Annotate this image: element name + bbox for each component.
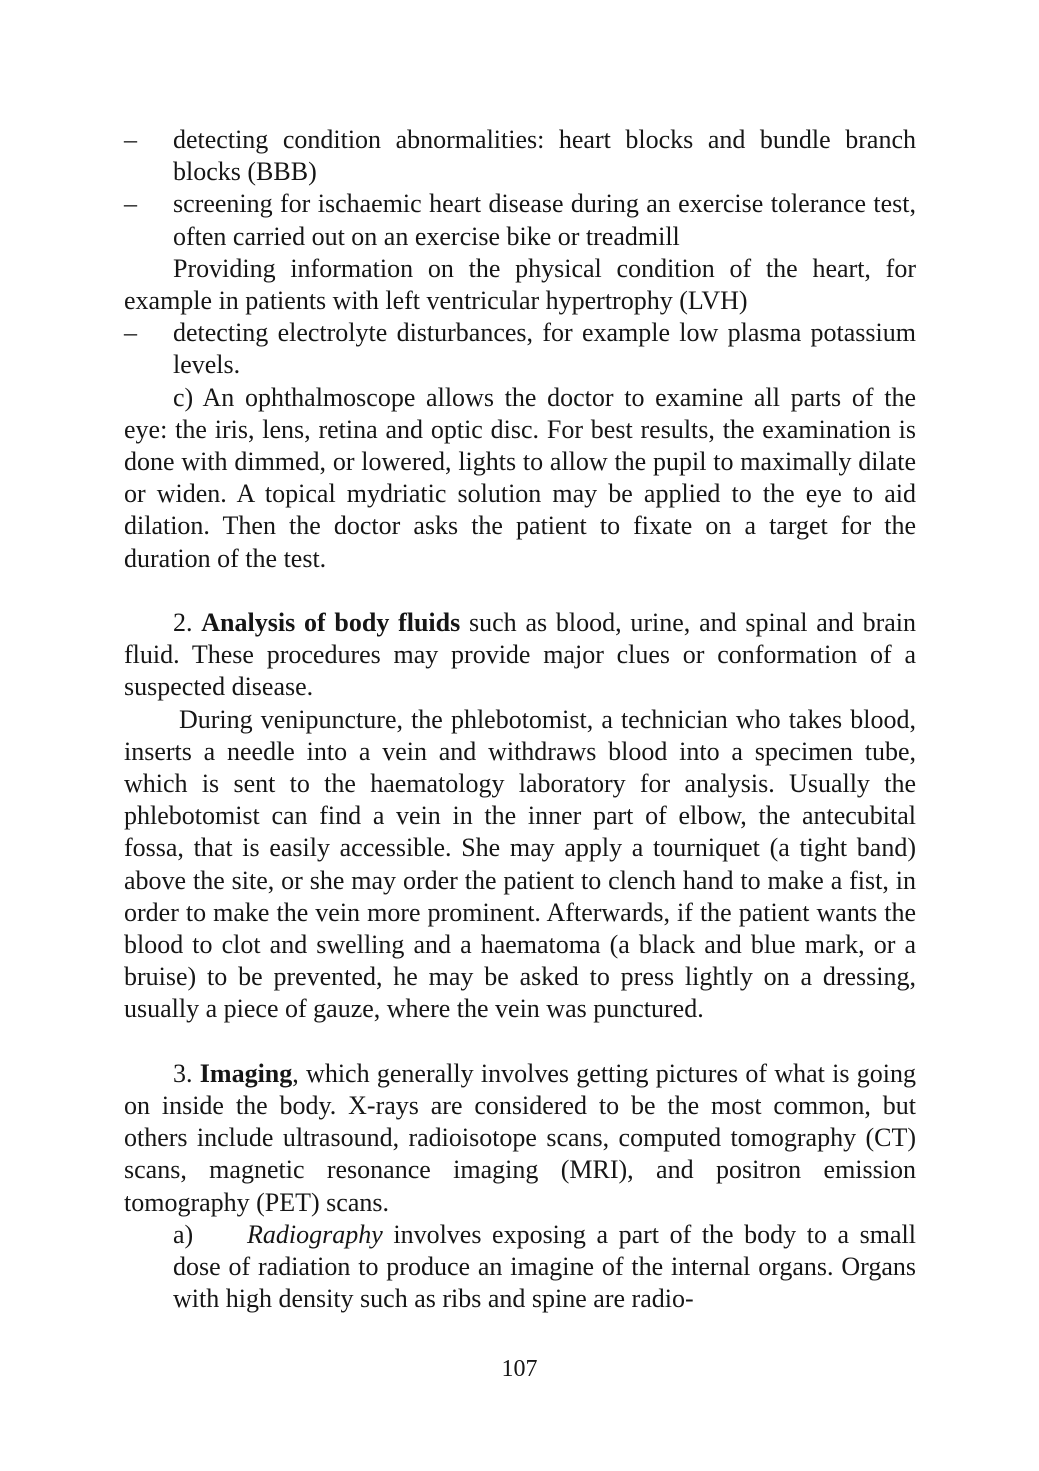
bullet-electrolyte bbox=[124, 317, 916, 381]
subitem-term: Radiography bbox=[247, 1219, 383, 1249]
bullet-text: detecting electrolyte disturbances, for example low plasma potassium levels. bbox=[173, 318, 916, 380]
paragraph-gap bbox=[124, 1026, 916, 1058]
paragraph-gap bbox=[124, 575, 916, 607]
dash-marker: – bbox=[124, 318, 137, 348]
section-heading: Imaging bbox=[199, 1058, 293, 1088]
paragraph-ophthalmoscope: c) An ophthalmoscope allows the doctor to examine all parts of the eye: the iris, lens, retina and optic disc. For best results, the examination is done with dimmed, or lowered, lights to allow the pupil to maximally dilate or widen. A topical mydriatic solution may be applied to the eye to aid dilation. Then the doctor asks the patient to fixate on a target for the duration of the test. bbox=[124, 382, 916, 573]
subitem-text: involves exposing a part of the body to a small dose of radiation to produce an imagine of the internal organs. Organs with high density such as ribs and spine are radio- bbox=[173, 1219, 916, 1314]
page-body bbox=[124, 124, 916, 1315]
paragraph-providing: Providing information on the physical condition of the heart, for example in patients with left ventricular hypertrophy (LVH) bbox=[124, 253, 916, 316]
section-number: 3. bbox=[173, 1058, 200, 1088]
bullet-text: screening for ischaemic heart disease during an exercise tolerance test, often carried out on an exercise bike or treadmill bbox=[173, 189, 916, 251]
section-heading: Analysis of body fluids bbox=[201, 608, 461, 638]
section-text: , which generally involves getting pictures of what is going on inside the body. X-rays are considered to be the most common, but others include ultrasound, radioisotope scans, computed tomography (CT) scans, magnetic resonance imaging (MRI), and positron emission tomography (PET) scans. bbox=[124, 1058, 917, 1217]
subitem-radiography bbox=[173, 1219, 916, 1316]
dash-marker: – bbox=[124, 189, 137, 219]
dash-marker: – bbox=[124, 125, 137, 154]
section-body-fluids bbox=[124, 607, 916, 704]
bullet-bbb bbox=[124, 124, 916, 188]
section-number: 2. bbox=[173, 608, 202, 638]
paragraph-venipuncture: During venipuncture, the phlebotomist, a technician who takes blood, inserts a needle into a vein and withdraws blood into a specimen tube, which is sent to the haematology laboratory for analysis. Usually the phlebotomist can find a vein in the inner part of elbow, the antecubital fossa, that is easily accessible. She may apply a tourniquet (a tight band) above the site, or she may order the patient to clench hand to make a fist, in order to make the vein more prominent. Afterwards, if the patient wants the blood to clot and swelling and a haematoma (a black and blue mark, or a bruise) to be prevented, he may be asked to press lightly on a dressing, usually a piece of gauze, where the vein was punctured. bbox=[124, 704, 916, 1024]
section-text: such as blood, urine, and spinal and brain fluid. These procedures may provide major clues or conformation of a suspected disease. bbox=[124, 608, 916, 702]
bullet-ischaemic bbox=[124, 188, 916, 252]
section-imaging bbox=[124, 1058, 916, 1219]
subitem-label: a) bbox=[173, 1219, 194, 1249]
bullet-text: detecting condition abnormalities: heart blocks and bundle branch blocks (BBB) bbox=[173, 125, 916, 187]
page-number: 107 bbox=[501, 1356, 538, 1382]
